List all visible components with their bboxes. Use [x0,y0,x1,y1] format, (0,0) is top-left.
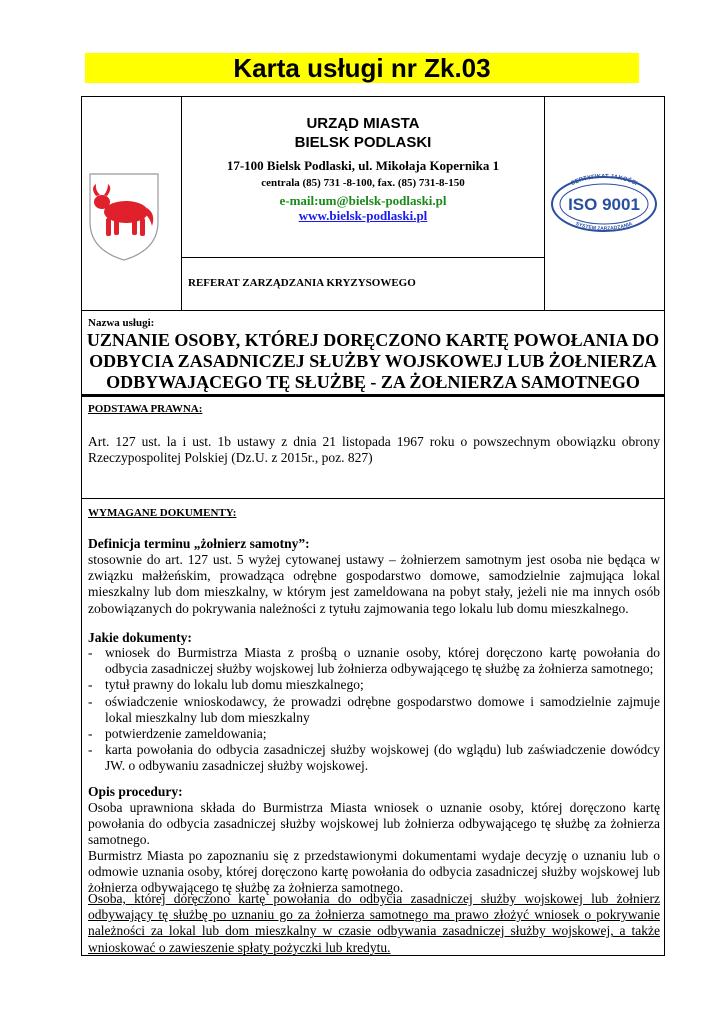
list-item: - karta powołania do odbycia zasadniczej służby wojskowej (do wglądu) lub zaświadczenie dowódcy JW. o odbywaniu zasadniczej służby wojskowej. [88,742,660,774]
office-address: 17-100 Bielsk Podlaski, ul. Mikołaja Kopernika 1 [226,158,500,173]
card-title: Karta usługi nr Zk.03 [85,53,639,83]
procedure-paragraph-3: Osoba, której doręczono kartę powołania do odbycia zasadniczej służby wojskowej lub żołnierz odbywający tę służbę po uznaniu go za żołnierza samotnego ma prawo złożyć wniosek o pokrywanie należności za lokal lub dom mieszkalny w czasie odbywania zasadniczej służby wojskowej, a także wnioskować o zawieszenie spłaty pożyczki lub kredytu. [88,891,660,955]
list-item: - tytuł prawny do lokalu lub domu mieszkalnego; [88,677,364,693]
service-bottom-rule [81,394,665,397]
service-label: Nazwa usługi: [88,317,155,329]
iso-certificate-icon [548,172,660,232]
office-name-line1: URZĄD MIASTA [306,115,420,132]
bull-crest-icon [86,170,162,262]
header-mid-rule [181,257,545,258]
service-name-line3: ODBYWAJĄCEGO TĘ SŁUŻBĘ - ZA ŻOŁNIERZA SAMOTNEGO [106,372,640,392]
office-name-line2: BIELSK PODLASKI [294,134,432,151]
office-name [182,114,544,152]
procedure-title: Opis procedury: [88,784,183,799]
office-website-link[interactable]: www.bielsk-podlaski.pl [298,208,428,223]
service-name-line1: UZNANIE OSOBY, KTÓREJ DORĘCZONO KARTĘ POWOŁANIA DO [86,330,660,350]
service-name [86,330,660,393]
definition-title: Definicja terminu „żołnierz samotny”: [88,536,310,551]
legal-basis-heading: PODSTAWA PRAWNA: [88,403,203,415]
list-item: - potwierdzenie zameldowania; [88,726,267,742]
office-email-link[interactable]: e-mail:um@bielsk-podlaski.pl [279,193,447,208]
office-phones: centrala (85) 731 -8-100, fax. (85) 731-8-150 [261,177,465,189]
service-name-line2: ODBYCIA ZASADNICZEJ SŁUŻBY WOJSKOWEJ LUB ŻOŁNIERZA [89,351,657,371]
header-bottom-rule [81,310,665,311]
iso-top-text: CERTYFIKAT JAKOŚCI [570,173,638,188]
documents-list [88,645,660,775]
definition-text: stosownie do art. 127 ust. 5 wyżej cytowanej ustawy – żołnierzem samotnym jest osoba nie będąca w związku małżeńskim, prowadząca odrębne gospodarstwo domowe, samodzielnie zajmująca lokal mieszkalny lub dom mieszkalny, w którym jest zameldowana na pobyt stały, jeżeli nie ma innych osób zobowiązanych do pokrywania należności z tytułu zajmowania tego lokalu lub domu mieszkalnego. [88,552,660,616]
legal-basis-text: Art. 127 ust. la i ust. 1b ustawy z dnia 21 listopada 1967 roku o powszechnym obowiązku obrony Rzeczypospolitej Polskiej (Dz.U. z 2015r., poz. 827) [88,434,660,466]
header-divider-right [544,96,545,310]
department-name: REFERAT ZARZĄDZANIA KRYZYSOWEGO [188,277,416,289]
procedure-paragraph-2: Burmistrz Miasta po zapoznaniu się z przedstawionymi dokumentami wydaje decyzję o uznaniu lub o odmowie uznania osoby, której doręczono kartę powołania do odbycia zasadniczej służby wojskowej lub żołnierza odbywającego tę służbę za żołnierza samotnego. [88,848,660,896]
iso-main-text: ISO 9001 [568,195,640,214]
list-item: - wniosek do Burmistrza Miasta z prośbą o uznanie osoby, której doręczono kartę powołania do odbycia zasadniczej służby wojskowej lub żołnierza odbywającego tę służbę za żołnierza samotnego; [88,645,660,677]
required-documents-heading: WYMAGANE DOKUMENTY: [88,507,237,519]
documents-title: Jakie dokumenty: [88,630,192,645]
iso-bottom-text: SYSTEM ZARZĄDZANIA [574,221,634,232]
legal-bottom-rule [81,498,665,499]
procedure-paragraph-1: Osoba uprawniona składa do Burmistrza Miasta wniosek o uznanie osoby, której doręczono kartę powołania do odbycia zasadniczej służby wojskowej lub żołnierza odbywającego tę służbę za żołnierza samotnego. [88,800,660,848]
list-item: - oświadczenie wnioskodawcy, że prowadzi odrębne gospodarstwo domowe i samodzielnie zajmuje lokal mieszkalny lub dom mieszkalny [88,693,660,725]
